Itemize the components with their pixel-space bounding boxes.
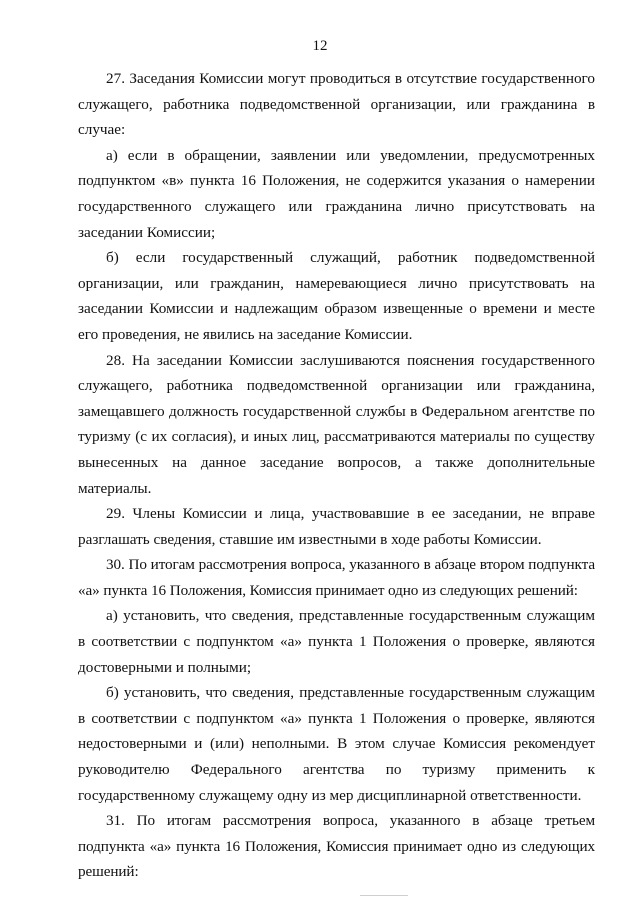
paragraph-28: 28. На заседании Комиссии заслушиваются пояснения государственного служащего, работника подведомственной организации или гражданина, замещавшего должность государственной службы в Федеральном агентстве по туризму (с их согласия), и иных лиц, рассматриваются материалы по существу вынесенных на данное заседание вопросов, а также дополнительные материалы.: [78, 351, 595, 497]
page-number: 12: [312, 38, 328, 54]
document-body: [78, 66, 595, 885]
paragraph-27-b: б) если государственный служащий, работник подведомственной организации, или гражданин, намеревающиеся лично присутствовать на заседании Комиссии и надлежащим образом извещенные о времени и месте его проведения, не явились на заседание Комиссии.: [78, 249, 595, 343]
scan-artifact: [360, 895, 408, 896]
paragraph-31: 31. По итогам рассмотрения вопроса, указанного в абзаце третьем подпункта «а» пункта 16 Положения, Комиссия принимает одно из следующих решений:: [78, 812, 595, 881]
paragraph-29: 29. Члены Комиссии и лица, участвовавшие в ее заседании, не вправе разглашать сведения, ставшие им известными в ходе работы Комиссии.: [78, 505, 595, 548]
paragraph-30-b: б) установить, что сведения, представленные государственным служащим в соответствии с подпунктом «а» пункта 1 Положения о проверке, являются недостоверными и (или) неполными. В этом случае Комиссия рекомендует руководителю Федерального агентства по туризму применить к государственному служащему одну из мер дисциплинарной ответственности.: [78, 684, 595, 804]
paragraph-27: 27. Заседания Комиссии могут проводиться в отсутствие государственного служащего, работника подведомственной организации, или гражданина в случае:: [78, 70, 595, 139]
paragraph-27-a: а) если в обращении, заявлении или уведомлении, предусмотренных подпунктом «в» пункта 16 Положения, не содержится указания о намерении государственного служащего или гражданина лично присутствовать на заседании Комиссии;: [78, 146, 595, 241]
paragraph-30-a: а) установить, что сведения, представленные государственным служащим в соответствии с подпунктом «а» пункта 1 Положения о проверке, являются достоверными и полными;: [78, 607, 595, 676]
paragraph-30: 30. По итогам рассмотрения вопроса, указанного в абзаце втором подпункта «а» пункта 16 Положения, Комиссия принимает одно из следующих решений:: [78, 556, 595, 599]
